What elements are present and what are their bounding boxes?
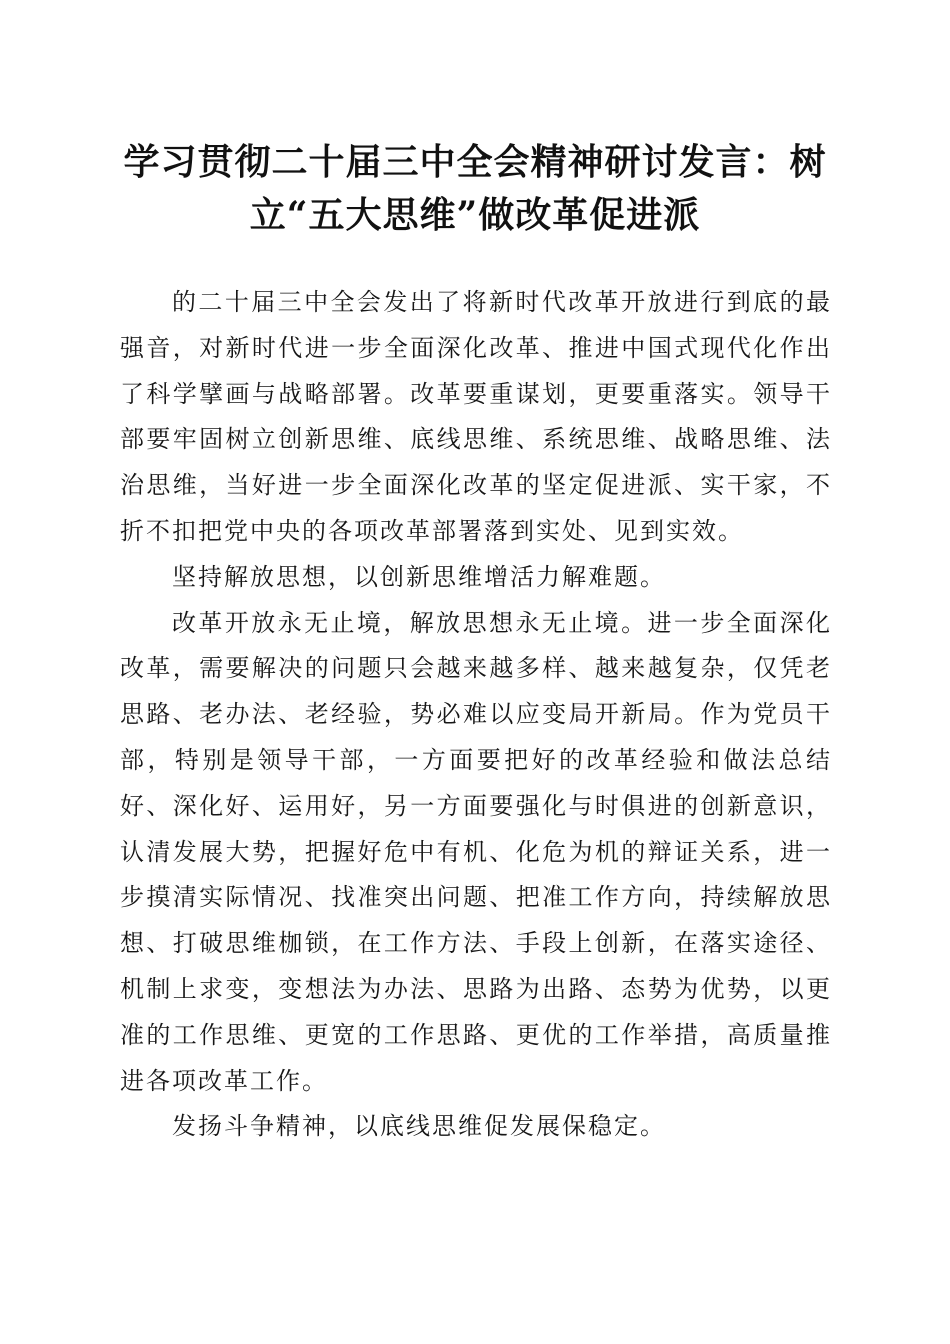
section-heading-innovation: 坚持解放思想，以创新思维增活力解难题。 bbox=[172, 562, 666, 591]
document-title bbox=[100, 136, 850, 242]
title-line-2: 立“五大思维”做改革促进派 bbox=[249, 194, 701, 236]
section-heading-bottom-line: 发扬斗争精神，以底线思维促发展保稳定。 bbox=[172, 1112, 666, 1141]
paragraph-intro: 的二十届三中全会发出了将新时代改革开放进行到底的最强音，对新时代进一步全面深化改革、推进中国式现代化作出了科学擘画与战略部署。改革要重谋划，更要重落实。领导干部要牢固树立创新思维、底线思维、系统思维、战略思维、法治思维，当好进一步全面深化改革的坚定促进派、实干家，不折不扣把党中央的各项改革部署落到实处、见到实效。 bbox=[120, 288, 832, 545]
title-line-1: 学习贯彻二十届三中全会精神研讨发言：树 bbox=[123, 141, 827, 183]
document-body bbox=[120, 280, 832, 1150]
paragraph-innovation: 改革开放永无止境，解放思想永无止境。进一步全面深化改革，需要解决的问题只会越来越多样、越来越复杂，仅凭老思路、老办法、老经验，势必难以应变局开新局。作为党员干部，特别是领导干部，一方面要把好的改革经验和做法总结好、深化好、运用好，另一方面要强化与时俱进的创新意识，认清发展大势，把握好危中有机、化危为机的辩证关系，进一步摸清实际情况、找准突出问题、把准工作方向，持续解放思想、打破思维枷锁，在工作方法、手段上创新，在落实途径、机制上求变，变想法为办法、思路为出路、态势为优势，以更准的工作思维、更宽的工作思路、更优的工作举措，高质量推进各项改革工作。 bbox=[120, 608, 832, 1095]
